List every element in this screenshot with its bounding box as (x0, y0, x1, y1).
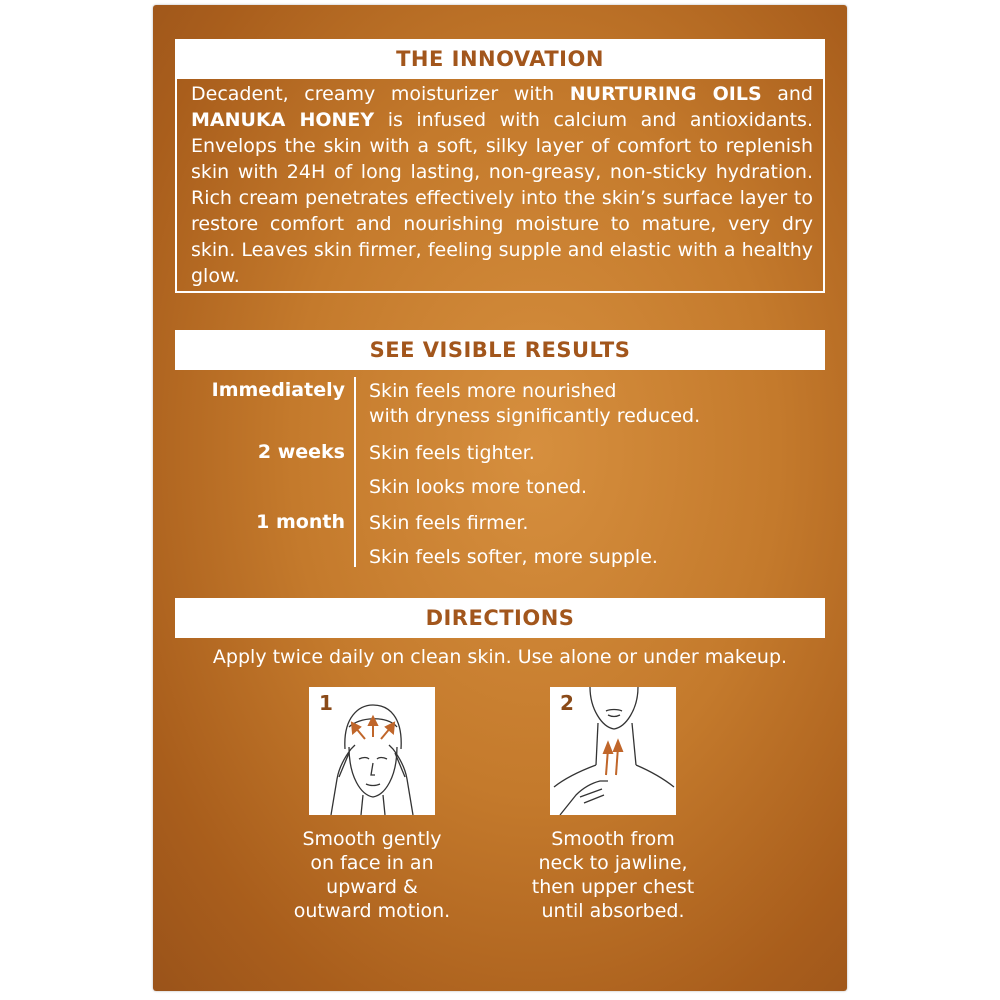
innovation-text-part: and (761, 83, 813, 105)
directions-intro: Apply twice daily on clean skin. Use alone or under makeup. (212, 646, 788, 668)
results-effect: Skin feels softer, more supple. (369, 546, 658, 568)
innovation-highlight: MANUKA HONEY (191, 109, 375, 131)
results-header (175, 330, 825, 370)
results-title: SEE VISIBLE RESULTS (369, 338, 631, 362)
product-back-panel (153, 5, 847, 991)
results-period: 1 month (256, 511, 345, 533)
innovation-text-part: Decadent, creamy moisturizer with (191, 83, 570, 105)
results-effect: Skin feels tighter. (369, 442, 535, 464)
step-1-caption-line: Smooth gently (302, 828, 442, 850)
innovation-description (191, 81, 813, 289)
results-period: 2 weeks (257, 441, 345, 463)
results-effect: with dryness significantly reduced. (369, 405, 701, 427)
results-divider (354, 377, 356, 567)
step-2-caption-line: until absorbed. (541, 900, 685, 922)
step-2-number: 2 (560, 691, 574, 715)
results-effects (369, 511, 658, 570)
results-effects (369, 441, 587, 500)
step-1-caption (272, 827, 472, 923)
directions-title: DIRECTIONS (425, 606, 575, 630)
innovation-text-part: is infused with calcium and antioxidants. Envelops the skin with a soft, silky layer of comfort to replenish skin with 24H of long lasting, non-greasy, non-sticky hydration. Rich cream penetrates effectively into the skin’s surface layer to restore comfort and nourishing moisture to mature, very dry skin. Leaves skin firmer, feeling supple and elastic with a healthy glow. (191, 109, 813, 287)
results-effects (369, 379, 700, 429)
step-1-number: 1 (319, 691, 333, 715)
results-effect: Skin feels more nourished (369, 380, 617, 402)
step-2-caption-line: neck to jawline, (538, 852, 688, 874)
results-effect: Skin feels firmer. (369, 512, 529, 534)
step-1-caption-line: outward motion. (293, 900, 451, 922)
step-1-illustration (309, 687, 435, 815)
step-2-caption-line: Smooth from (551, 828, 675, 850)
results-period: Immediately (211, 379, 345, 401)
step-1-caption-line: upward & (326, 876, 418, 898)
step-2-caption (513, 827, 713, 923)
step-2-caption-line: then upper chest (531, 876, 695, 898)
innovation-highlight: NURTURING OILS (569, 83, 762, 105)
step-2-illustration (550, 687, 676, 815)
directions-header (175, 598, 825, 638)
innovation-title: THE INNOVATION (396, 47, 604, 71)
results-effect: Skin looks more toned. (369, 476, 588, 498)
step-1-caption-line: on face in an (310, 852, 434, 874)
innovation-box (175, 69, 825, 293)
